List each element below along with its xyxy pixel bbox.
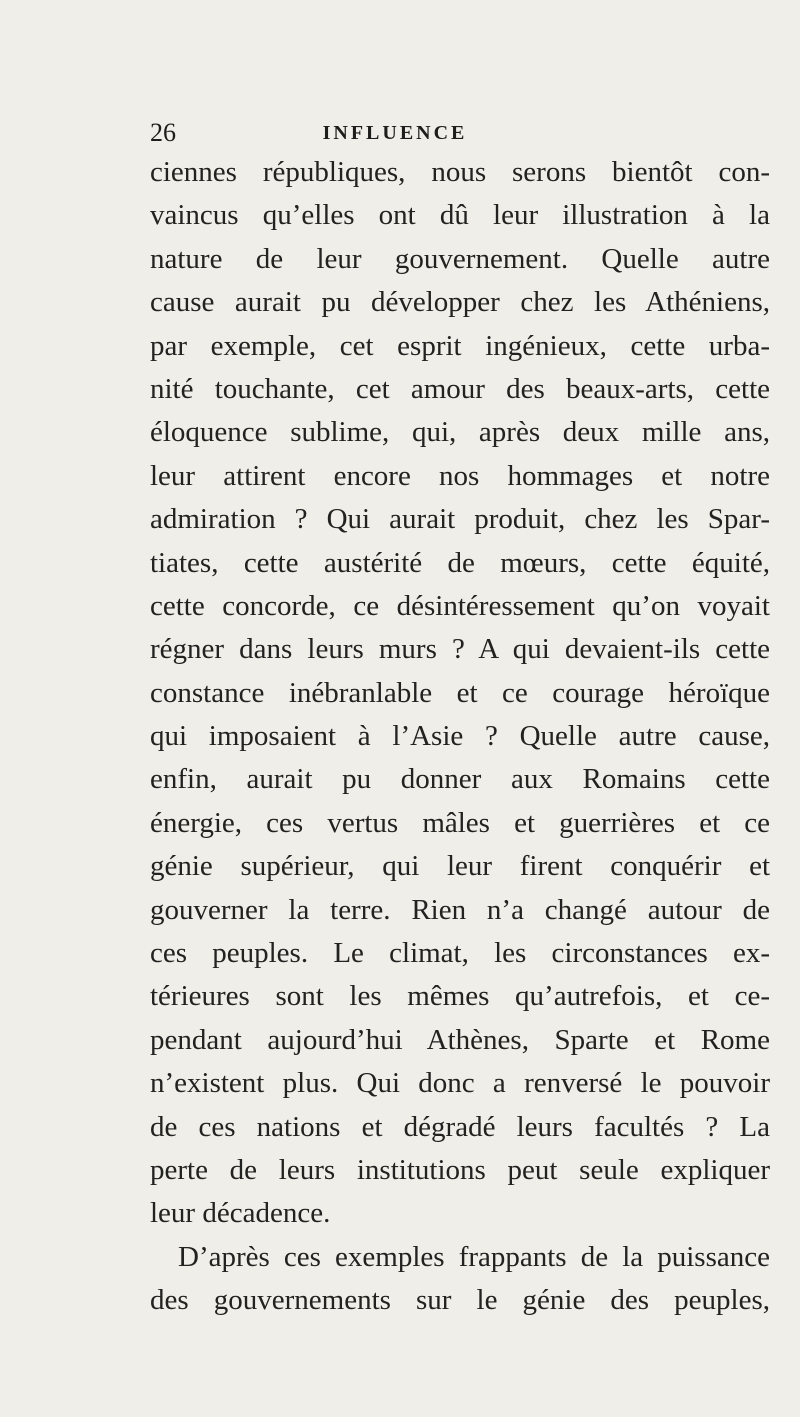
text-line: leur attirent encore nos hommages et notre — [150, 459, 770, 492]
running-title: INFLUENCE — [322, 122, 468, 144]
text-line: des gouvernements sur le génie des peuples, — [150, 1284, 770, 1317]
paragraph-start-line: D’après ces exemples frappants de la puissance — [178, 1240, 770, 1273]
text-line: cette concorde, ce désintéressement qu’on voyait — [150, 589, 770, 622]
text-line: admiration ? Qui aurait produit, chez les Spar- — [150, 503, 770, 536]
text-line: tiates, cette austérité de mœurs, cette équité, — [150, 546, 770, 579]
text-line: vaincus qu’elles ont dû leur illustration à la — [150, 199, 770, 232]
text-line: par exemple, cet esprit ingénieux, cette urba- — [150, 329, 770, 362]
text-line: perte de leurs institutions peut seule expliquer — [150, 1153, 770, 1186]
text-line: éloquence sublime, qui, après deux mille ans, — [150, 416, 770, 449]
running-head — [150, 118, 760, 148]
text-line: cause aurait pu développer chez les Athéniens, — [150, 286, 770, 319]
page-number: 26 — [150, 118, 176, 147]
body-text — [150, 151, 770, 1323]
text-line: énergie, ces vertus mâles et guerrières et ce — [150, 806, 770, 839]
text-line: qui imposaient à l’Asie ? Quelle autre cause, — [150, 720, 770, 753]
text-line: gouverner la terre. Rien n’a changé autour de — [150, 893, 770, 926]
text-line: nité touchante, cet amour des beaux-arts, cette — [150, 372, 770, 405]
text-line: régner dans leurs murs ? A qui devaient-ils cette — [150, 633, 770, 666]
text-line: de ces nations et dégradé leurs facultés ? La — [150, 1110, 770, 1143]
text-line: térieures sont les mêmes qu’autrefois, et ce- — [150, 980, 770, 1013]
text-line: n’existent plus. Qui donc a renversé le pouvoir — [150, 1067, 770, 1100]
text-line: génie supérieur, qui leur firent conquérir et — [150, 850, 770, 883]
text-line: nature de leur gouvernement. Quelle autre — [150, 242, 770, 275]
text-line: enfin, aurait pu donner aux Romains cette — [150, 763, 770, 796]
text-line: ces peuples. Le climat, les circonstances ex- — [150, 937, 770, 970]
text-line: constance inébranlable et ce courage héroïque — [150, 676, 770, 709]
text-line: ciennes républiques, nous serons bientôt con- — [150, 156, 770, 188]
text-line: pendant aujourd’hui Athènes, Sparte et Rome — [150, 1023, 770, 1056]
paragraph-end-line: leur décadence. — [150, 1197, 331, 1230]
